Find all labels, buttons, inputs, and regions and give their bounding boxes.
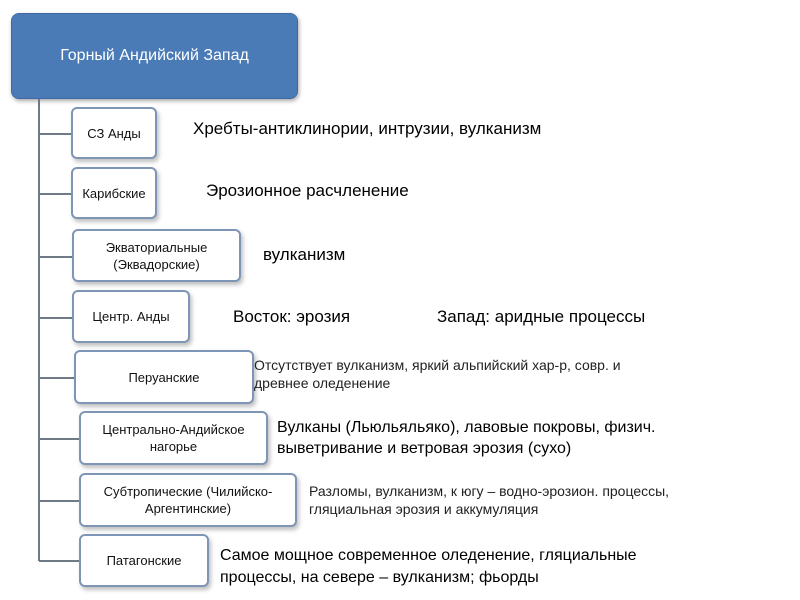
- description-karibskie: Эрозионное расчленение: [206, 181, 409, 200]
- description-ekvatorialnye: вулканизм: [263, 245, 346, 264]
- node-label: Экваториальные (Эквадорские): [105, 239, 208, 272]
- root-node: [11, 13, 298, 99]
- connector-line: [39, 377, 74, 379]
- connector-line: [39, 193, 71, 195]
- node-centr-andy: [72, 290, 190, 343]
- description-sz-andy: Хребты-антиклинории, интрузии, вулканизм: [193, 119, 542, 138]
- node-sz-andy: [71, 107, 157, 159]
- connector-line: [39, 438, 79, 440]
- node-label: СЗ Анды: [87, 125, 141, 141]
- connector-line: [39, 256, 72, 258]
- node-label: Патагонские: [106, 553, 182, 568]
- description-subtrop-line2: гляциальная эрозия и аккумуляция: [309, 501, 539, 517]
- description-peruanskie-line2: древнее оледенение: [254, 375, 391, 391]
- connector-line: [39, 560, 79, 562]
- node-ekvatorialnye: [72, 229, 241, 282]
- root-node-title: Горный Андийский Запад: [60, 47, 249, 64]
- description-nagorie-line1: Вулканы (Льюльяльяко), лавовые покровы, физич.: [277, 419, 656, 436]
- node-label: Перуанские: [128, 369, 200, 385]
- node-subtropicheskie: [79, 473, 297, 527]
- description-peruanskie-line1: Отсутствует вулканизм, яркий альпийский хар-р, совр. и: [254, 357, 621, 373]
- node-centralno-andiyskoe-nagorie: [79, 411, 268, 465]
- node-patagonskie: [79, 534, 209, 587]
- connector-line: [39, 317, 72, 319]
- description-centr-east: Восток: эрозия: [233, 307, 351, 326]
- description-patagon-line2: процессы, на севере – вулканизм; фьорды: [220, 569, 539, 586]
- node-karibskie: [71, 167, 157, 219]
- description-subtrop-line1: Разломы, вулканизм, к югу – водно-эрозион. процессы,: [309, 483, 670, 499]
- node-peruanskie: [74, 350, 254, 404]
- description-nagorie-line2: выветривание и ветровая эрозия (сухо): [277, 440, 572, 457]
- node-label: Центрально-Андийское нагорье: [102, 422, 245, 454]
- connector-line: [39, 133, 71, 135]
- node-label: Центр. Анды: [92, 309, 170, 324]
- description-centr-west: Запад: аридные процессы: [437, 307, 646, 326]
- node-label: Карибские: [82, 185, 146, 201]
- description-patagon-line1: Самое мощное современное оледенение, гляциальные: [220, 547, 637, 564]
- tree-spine-line: [38, 99, 40, 561]
- node-label: Субтропические (Чилийско-Аргентинские): [103, 484, 273, 516]
- connector-line: [39, 500, 79, 502]
